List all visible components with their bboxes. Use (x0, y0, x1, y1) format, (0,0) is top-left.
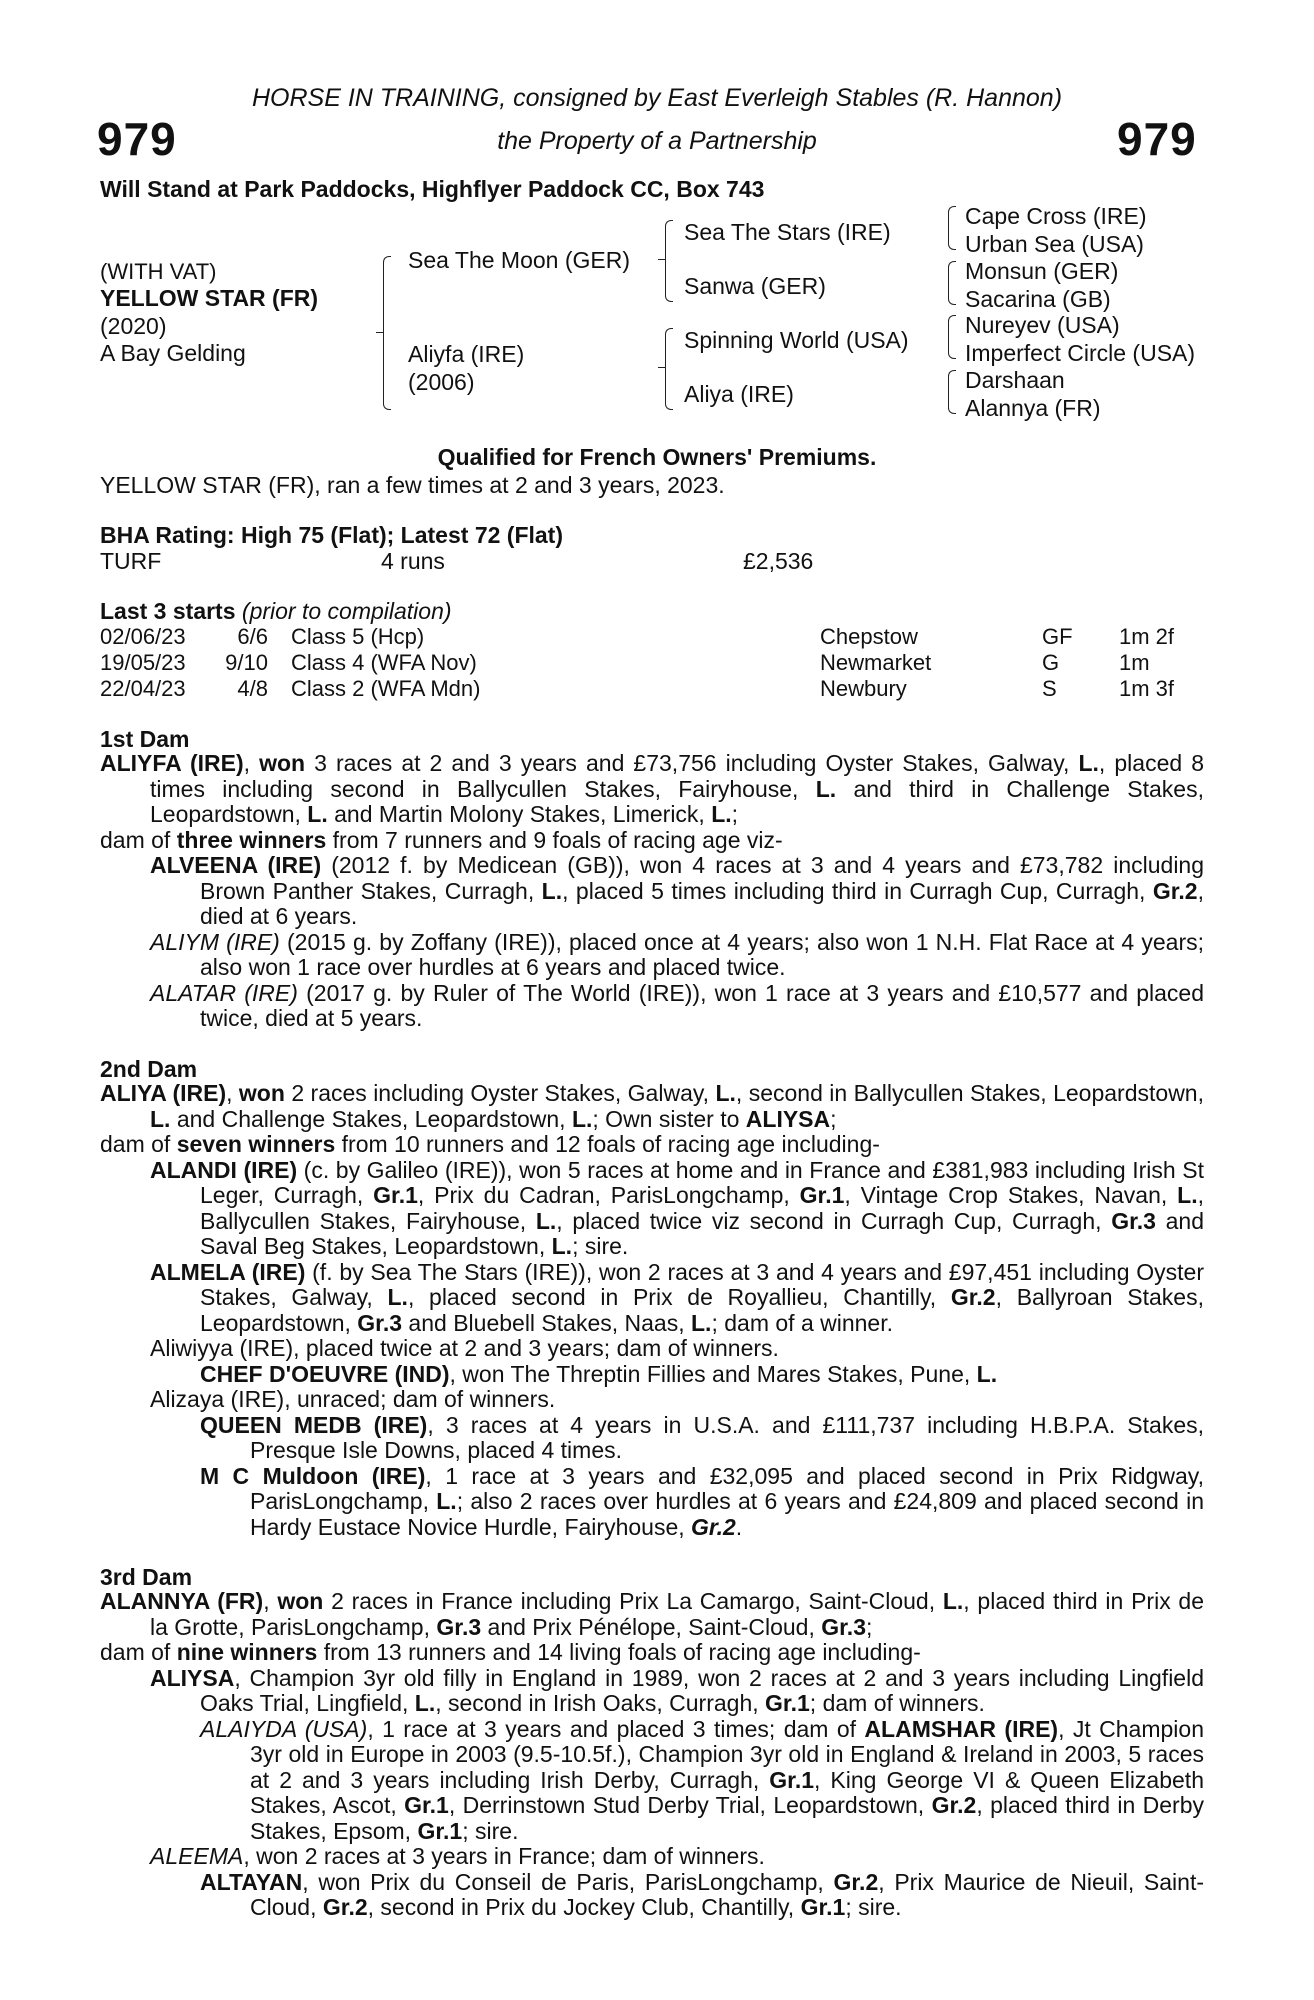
rating-earnings: £2,536 (743, 548, 814, 574)
produce-entry: ALMELA (IRE) (f. by Sea The Stars (IRE)), won 2 races at 3 and 4 years and £97,451 including Oyster Stakes, Galway, L., placed second in Prix de Royallieu, Chantilly, Gr.2, Ballyroan Stakes, Leopardstown, Gr.3 and Bluebell Stakes, Naas, L.; dam of a winner. (150, 1258, 1204, 1336)
pedigree-brace-dam-point (658, 367, 665, 368)
horse-name: YELLOW STAR (FR) (100, 285, 319, 311)
start-going: G (1042, 650, 1060, 675)
start-position: 6/6 (237, 624, 268, 649)
produce-entry: ALEEMA, won 2 races at 3 years in France; dam of winners. (150, 1843, 765, 1869)
first-dam-produce-intro: dam of three winners from 7 runners and 9 foals of racing age viz- (100, 826, 783, 853)
produce-entry: M C Muldoon (IRE), 1 race at 3 years and £32,095 and placed second in Prix Ridgway, ParisLongchamp, L.; also 2 races over hurdles at 6 years and £24,809 and placed second in Hardy Eustace Novice Hurdle, Fairyhouse, Gr.2. (200, 1462, 1204, 1540)
summary-line: YELLOW STAR (FR), ran a few times at 2 and 3 years, 2023. (100, 472, 725, 498)
grandsire-5: Nureyev (USA) (965, 312, 1120, 338)
grandsire-8: Alannya (FR) (965, 395, 1101, 421)
start-class: Class 2 (WFA Mdn) (291, 676, 481, 701)
start-going: S (1042, 676, 1057, 701)
stand-line: Will Stand at Park Paddocks, Highflyer Paddock CC, Box 743 (100, 176, 765, 202)
produce-entry: Alizaya (IRE), unraced; dam of winners. (150, 1386, 556, 1412)
produce-entry: ALATAR (IRE) (2017 g. by Ruler of The World (IRE)), won 1 race at 3 years and £10,577 and placed twice, died at 5 years. (150, 979, 1205, 1031)
grandsire-7: Darshaan (965, 367, 1065, 393)
start-course: Chepstow (820, 624, 918, 649)
start-distance: 1m (1119, 650, 1150, 675)
pedigree-brace-dam (665, 328, 673, 410)
rating-title: BHA Rating: High 75 (Flat); Latest 72 (Flat) (100, 522, 563, 548)
start-class: Class 5 (Hcp) (291, 624, 425, 649)
pedigree-brace-g56 (948, 315, 956, 359)
produce-entry: ALVEENA (IRE) (2012 f. by Medicean (GB)), won 4 races at 3 and 4 years and £73,782 including Brown Panther Stakes, Curragh, L., placed 5 times including third in Curragh Cup, Curragh, Gr.2, died at 6 years. (150, 852, 1205, 929)
dam-year: (2006) (408, 369, 475, 395)
start-date: 19/05/23 (100, 650, 186, 675)
produce-entry: ALIYSA, Champion 3yr old filly in England in 1989, won 2 races at 2 and 3 years including Lingfield Oaks Trial, Lingfield, L., second in Irish Oaks, Curragh, Gr.1; dam of winners. (150, 1664, 1204, 1716)
pedigree-brace-g78 (948, 370, 956, 414)
third-dam-section (100, 1589, 1204, 1921)
last-starts-subtitle: (prior to compilation) (241, 598, 452, 624)
first-dam-section (100, 751, 1204, 1032)
produce-entry: Aliwiyya (IRE), placed twice at 2 and 3 years; dam of winners. (150, 1335, 779, 1361)
vat-label: (WITH VAT) (100, 259, 217, 284)
start-distance: 1m 3f (1119, 676, 1175, 701)
start-class: Class 4 (WFA Nov) (291, 650, 477, 675)
second-dam-section (100, 1081, 1204, 1540)
second-dam-produce-intro: dam of seven winners from 10 runners and 12 foals of racing age including- (100, 1131, 880, 1157)
first-dam-paragraph: ALIYFA (IRE), won 3 races at 2 and 3 years and £73,756 including Oyster Stakes, Galway, L., placed 8 times including second in Ballycullen Stakes, Fairyhouse, L. and third in Challenge Stakes, Leopardstown, L. and Martin Molony Stakes, Limerick, L.; (100, 750, 1204, 827)
second-dam-paragraph: ALIYA (IRE), won 2 races including Oyster Stakes, Galway, L., second in Ballycullen Stakes, Leopardstown, L. and Challenge Stakes, Leopardstown, L.; Own sister to ALIYSA; (100, 1080, 1204, 1132)
grandsire-3: Monsun (GER) (965, 258, 1119, 284)
rating-runs: 4 runs (381, 548, 445, 574)
pedigree-brace-sire (665, 220, 673, 302)
last-starts-title: Last 3 starts (100, 598, 236, 624)
grandsire-2: Urban Sea (USA) (965, 231, 1144, 257)
start-distance: 1m 2f (1119, 624, 1175, 649)
property-line: the Property of a Partnership (497, 127, 817, 155)
pedigree-brace-g12 (948, 206, 956, 250)
pedigree-brace-main-point (376, 332, 383, 333)
last-starts-heading (100, 598, 452, 625)
grandsire-4: Sacarina (GB) (965, 286, 1111, 312)
second-dam-heading: 2nd Dam (100, 1056, 198, 1082)
lot-number-left: 979 (97, 113, 177, 165)
start-going: GF (1042, 624, 1073, 649)
rating-surface: TURF (100, 548, 162, 574)
produce-entry: ALANDI (IRE) (c. by Galileo (IRE)), won 5 races at home and in France and £381,983 including Irish St Leger, Curragh, Gr.1, Prix du Cadran, ParisLongchamp, Gr.1, Vintage Crop Stakes, Navan, L., Ballycullen Stakes, Fairyhouse, L., placed twice viz second in Curragh Cup, Curragh, Gr.3 and Saval Beg Stakes, Leopardstown, L.; sire. (150, 1156, 1204, 1259)
dam-dam-name: Aliya (IRE) (684, 381, 794, 407)
pedigree-brace-g34 (948, 261, 956, 305)
sire-name: Sea The Moon (GER) (408, 247, 631, 273)
sire-sire-name: Sea The Stars (IRE) (684, 219, 891, 245)
start-date: 02/06/23 (100, 624, 186, 649)
horse-description: A Bay Gelding (100, 340, 246, 366)
third-dam-heading: 3rd Dam (100, 1564, 193, 1590)
third-dam-paragraph: ALANNYA (FR), won 2 races in France including Prix La Camargo, Saint-Cloud, L., placed third in Prix de la Grotte, ParisLongchamp, Gr.3 and Prix Pénélope, Saint-Cloud, Gr.3; (100, 1588, 1205, 1640)
produce-entry: QUEEN MEDB (IRE), 3 races at 4 years in U.S.A. and £111,737 including H.B.P.A. Stakes, Presque Isle Downs, placed 4 times. (200, 1411, 1204, 1463)
produce-entry: CHEF D'OEUVRE (IND), won The Threptin Fillies and Mares Stakes, Pune, L. (200, 1360, 998, 1387)
horse-year: (2020) (100, 313, 167, 339)
pedigree-brace-main (383, 256, 391, 410)
dam-sire-name: Spinning World (USA) (684, 327, 909, 353)
lot-number-right: 979 (1117, 113, 1197, 165)
consigned-line: HORSE IN TRAINING, consigned by East Everleigh Stables (R. Hannon) (251, 84, 1063, 112)
grandsire-6: Imperfect Circle (USA) (965, 340, 1196, 366)
produce-entry: ALAIYDA (USA), 1 race at 3 years and placed 3 times; dam of ALAMSHAR (IRE), Jt Champion 3yr old in Europe in 2003 (9.5-10.5f.), Champion 3yr old in England & Ireland in 2003, 5 races at 2 and 3 years including Irish Derby, Curragh, Gr.1, King George VI & Queen Elizabeth Stakes, Ascot, Gr.1, Derrinstown Stud Derby Trial, Leopardstown, Gr.2, placed third in Derby Stakes, Epsom, Gr.1; sire. (200, 1715, 1204, 1844)
pedigree-brace-sire-point (658, 259, 665, 260)
dam-name: Aliyfa (IRE) (408, 341, 525, 367)
first-dam-heading: 1st Dam (100, 726, 190, 752)
third-dam-produce-intro: dam of nine winners from 13 runners and 14 living foals of racing age including- (100, 1639, 921, 1665)
start-course: Newmarket (820, 650, 932, 675)
produce-entry: ALIYM (IRE) (2015 g. by Zoffany (IRE)), placed once at 4 years; also won 1 N.H. Flat Race at 4 years; also won 1 race over hurdles at 6 years and placed twice. (150, 928, 1205, 980)
start-date: 22/04/23 (100, 676, 186, 701)
grandsire-1: Cape Cross (IRE) (965, 203, 1147, 229)
start-position: 4/8 (237, 676, 268, 701)
sire-dam-name: Sanwa (GER) (684, 273, 826, 299)
start-position: 9/10 (225, 650, 268, 675)
start-course: Newbury (820, 676, 907, 701)
premiums-line: Qualified for French Owners' Premiums. (437, 444, 877, 470)
produce-entry: ALTAYAN, won Prix du Conseil de Paris, ParisLongchamp, Gr.2, Prix Maurice de Nieuil, Saint-Cloud, Gr.2, second in Prix du Jockey Club, Chantilly, Gr.1; sire. (200, 1868, 1204, 1920)
